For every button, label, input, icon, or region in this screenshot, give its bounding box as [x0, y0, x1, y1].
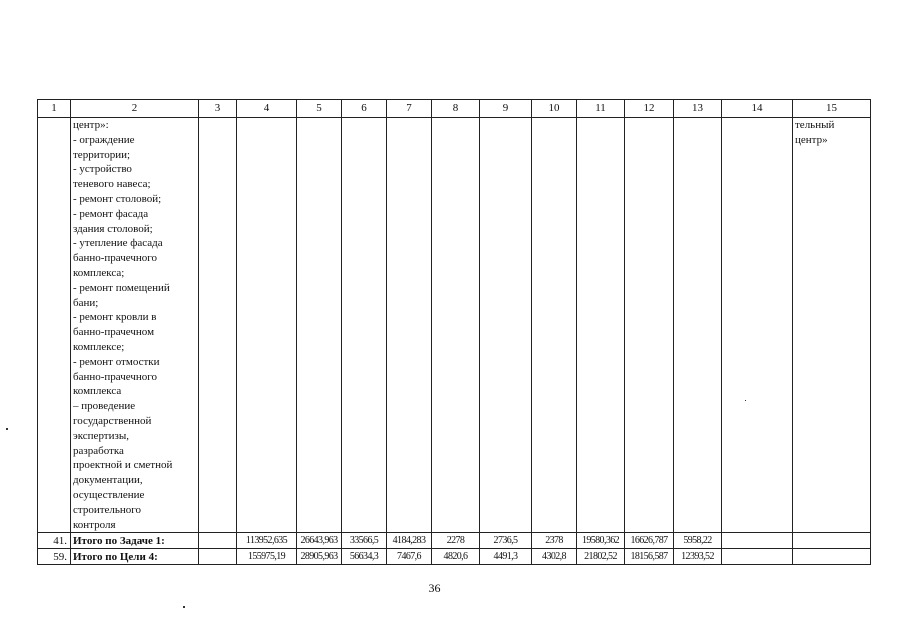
description-line: осуществление [73, 488, 145, 501]
total-value-cell: 19580,362 [577, 533, 625, 549]
description-line: - ремонт столовой; [73, 192, 162, 205]
row-number: 59. [38, 549, 71, 565]
description-line: комплексе; [73, 340, 125, 353]
page-number: 36 [428, 581, 441, 595]
column-number-row [38, 100, 871, 118]
col-header: 14 [722, 100, 793, 118]
total-value-cell: 2736,5 [480, 533, 532, 549]
description-line: - ремонт фасада [73, 207, 149, 220]
description-line: комплекса; [73, 266, 125, 279]
total-value-cell [199, 549, 237, 565]
description-line: банно-прачечного [73, 370, 158, 383]
total-value-cell [199, 533, 237, 549]
total-value-cell: 5958,22 [674, 533, 722, 549]
description-line: бани; [73, 296, 99, 309]
scan-speck [6, 428, 8, 430]
description-line: теневого навеса; [73, 178, 151, 191]
total-value-cell: 7467,6 [387, 549, 432, 565]
total-value-cell [793, 549, 871, 565]
scan-speck [183, 606, 185, 608]
col-header: 4 [237, 100, 297, 118]
total-value-cell: 155975,19 [237, 549, 297, 565]
col-header: 1 [38, 100, 71, 118]
description-line: документации, [73, 474, 143, 487]
col-header: 13 [674, 100, 722, 118]
description-line: - ремонт кровли в [73, 311, 157, 324]
description-line: здания столовой; [73, 222, 153, 235]
table-row [38, 549, 871, 565]
col-header: 12 [625, 100, 674, 118]
description-line: – проведение [73, 400, 136, 413]
description-line: - устройство [73, 163, 132, 176]
col-header: 9 [480, 100, 532, 118]
total-value-cell: 28905,963 [297, 549, 342, 565]
col-header: 8 [432, 100, 480, 118]
total-value-cell: 56634,3 [342, 549, 387, 565]
total-value-cell: 18156,587 [625, 549, 674, 565]
description-line: контроля [73, 518, 116, 531]
total-value-cell: 12393,52 [674, 549, 722, 565]
description-line: - ограждение [73, 133, 135, 146]
total-value-cell: 2278 [432, 533, 480, 549]
description-line: разработка [73, 444, 124, 457]
col-header: 5 [297, 100, 342, 118]
total-value-cell [722, 533, 793, 549]
description-line: - ремонт помещений [73, 281, 170, 294]
description-line: экспертизы, [73, 429, 129, 442]
total-label: Итого по Цели 4: [71, 549, 199, 565]
col-header: 2 [71, 100, 199, 118]
total-value-cell: 21802,52 [577, 549, 625, 565]
col-header: 11 [577, 100, 625, 118]
description-row [38, 118, 871, 533]
description-line: центр»: [73, 119, 109, 131]
total-value-cell: 4302,8 [532, 549, 577, 565]
total-label: Итого по Задаче 1: [71, 533, 199, 549]
col-header: 6 [342, 100, 387, 118]
executor-cell [793, 118, 871, 533]
total-value-cell [793, 533, 871, 549]
total-value-cell: 4184,283 [387, 533, 432, 549]
col-header: 15 [793, 100, 871, 118]
total-value-cell: 4820,6 [432, 549, 480, 565]
total-value-cell: 16626,787 [625, 533, 674, 549]
description-line: комплекса [73, 385, 122, 398]
work-description-cell [71, 118, 199, 533]
total-value-cell: 113952,635 [237, 533, 297, 549]
row-number-cell [38, 118, 71, 533]
total-value-cell: 33566,5 [342, 533, 387, 549]
total-value-cell: 26643,963 [297, 533, 342, 549]
description-line: центр» [795, 133, 828, 146]
total-value-cell: 2378 [532, 533, 577, 549]
total-value-cell: 4491,3 [480, 549, 532, 565]
col-header: 7 [387, 100, 432, 118]
description-line: - утепление фасада [73, 237, 163, 250]
scan-speck [745, 400, 746, 401]
description-line: банно-прачечного [73, 252, 158, 265]
col-header: 10 [532, 100, 577, 118]
row-number: 41. [38, 533, 71, 549]
budget-table [37, 99, 871, 565]
col-header: 3 [199, 100, 237, 118]
description-line: тельный [795, 119, 835, 131]
description-line: территории; [73, 148, 131, 161]
description-line: банно-прачечном [73, 326, 155, 339]
description-line: - ремонт отмостки [73, 355, 160, 368]
description-line: проектной и сметной [73, 459, 173, 472]
table-row [38, 533, 871, 549]
description-line: строительного [73, 503, 142, 516]
total-value-cell [722, 549, 793, 565]
description-line: государственной [73, 414, 152, 427]
